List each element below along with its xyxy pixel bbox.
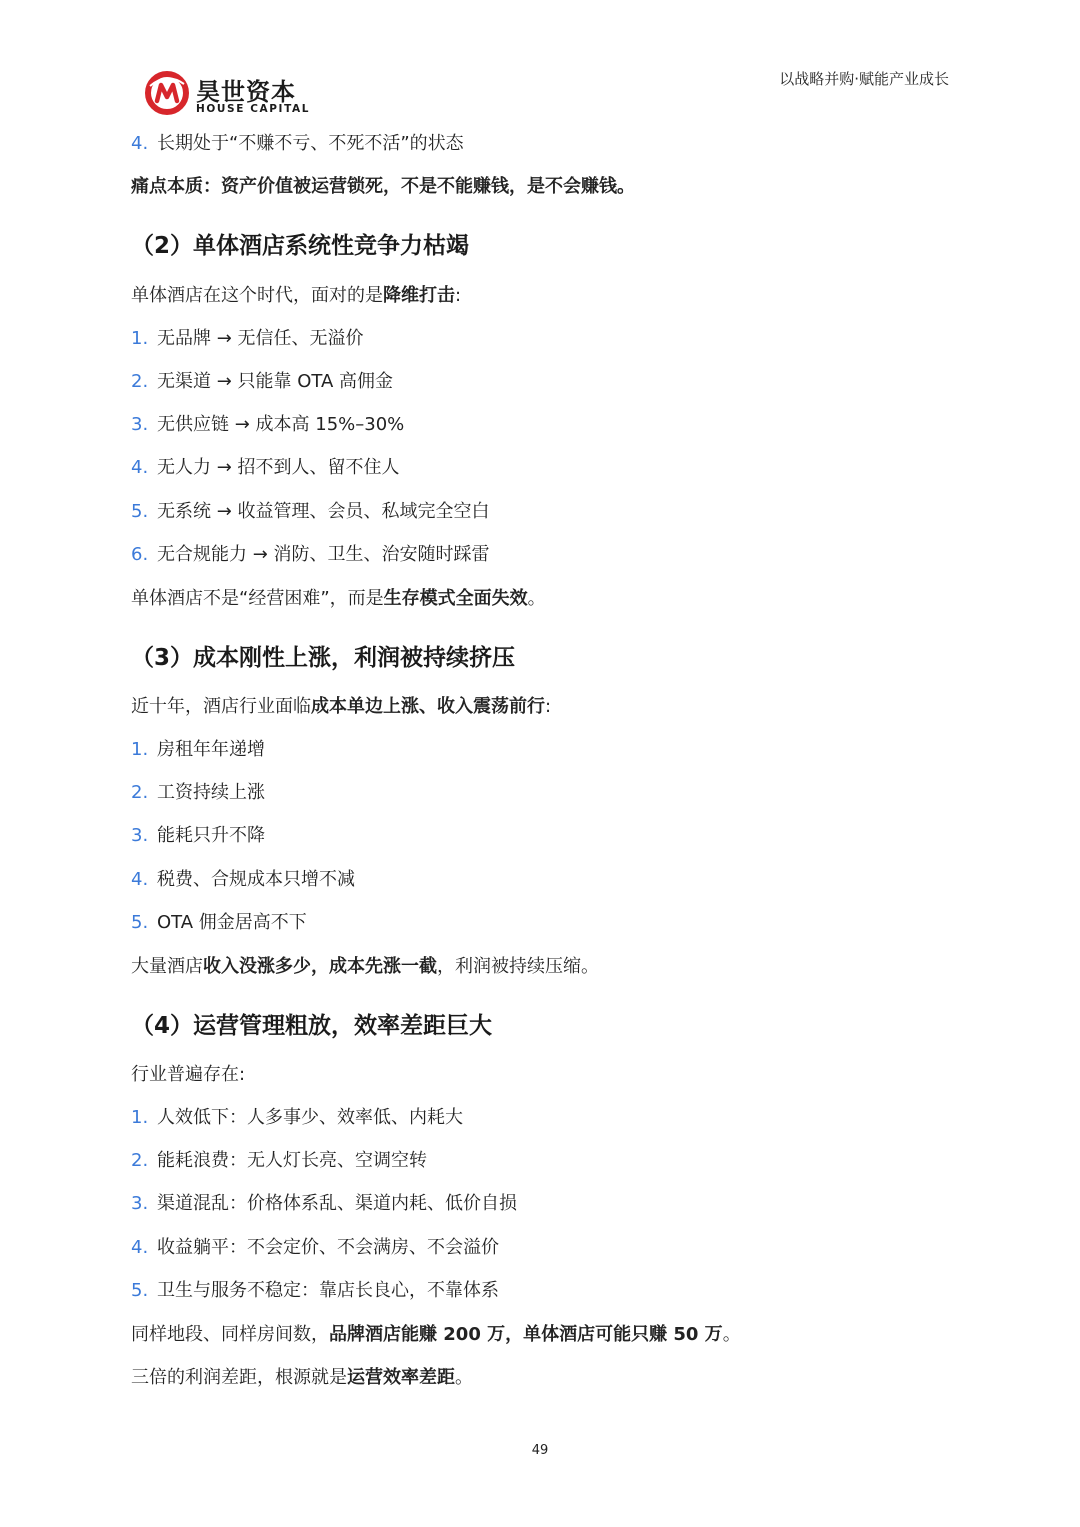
- list-number: 2.: [131, 1150, 149, 1171]
- section-heading-3: （3）成本刚性上涨，利润被持续挤压: [131, 645, 516, 671]
- list-text: 税费、合规成本只增不减: [157, 869, 355, 890]
- list-item: [131, 1148, 427, 1174]
- list-number: 3.: [131, 825, 149, 846]
- list-number: 3.: [131, 1193, 149, 1214]
- list-text: 无合规能力 → 消防、卫生、治安随时踩雷: [157, 544, 490, 565]
- header-slogan: 以战略并购·赋能产业成长: [779, 70, 949, 88]
- summary-text: 单体酒店不是“经营困难”，而是: [131, 588, 384, 609]
- list-number: 6.: [131, 544, 149, 565]
- section-2-summary: [131, 586, 546, 612]
- list-number: 1.: [131, 1107, 149, 1128]
- list-text: 无品牌 → 无信任、无溢价: [157, 328, 364, 349]
- list-item: [131, 369, 393, 395]
- list-number: 2.: [131, 371, 149, 392]
- logo-english-name: HOUSE CAPITAL: [196, 103, 311, 115]
- list-text: 无渠道 → 只能靠 OTA 高佣金: [157, 371, 394, 392]
- list-item: [131, 1105, 463, 1131]
- logo-chinese-name: 昊世资本: [196, 78, 296, 106]
- section-3-lead: [131, 694, 551, 720]
- final-conclusion: [131, 1365, 473, 1391]
- summary-text: 大量酒店: [131, 956, 203, 977]
- summary-emphasis: 收入没涨多少，成本先涨一截: [203, 956, 437, 977]
- conclusion-text: 三倍的利润差距，根源就是: [131, 1367, 347, 1388]
- section-heading-2: （2）单体酒店系统性竞争力枯竭: [131, 233, 470, 259]
- list-item: [131, 455, 400, 481]
- list-item: [131, 412, 404, 438]
- list-number: 5.: [131, 912, 149, 933]
- list-item: [131, 737, 265, 763]
- list-text: 渠道混乱：价格体系乱、渠道内耗、低价自损: [157, 1193, 517, 1214]
- list-item: [131, 326, 364, 352]
- list-item: [131, 499, 490, 525]
- conclusion-punct: 。: [455, 1367, 473, 1388]
- lead-emphasis: 降维打击: [383, 285, 455, 306]
- page-number: 49: [531, 1443, 549, 1458]
- list-item: [131, 1235, 499, 1261]
- list-text: 卫生与服务不稳定：靠店长良心，不靠体系: [157, 1280, 499, 1301]
- list-number: 4.: [131, 869, 149, 890]
- section-2-lead: [131, 283, 461, 309]
- list-number: 2.: [131, 782, 149, 803]
- comparison-punct: 。: [722, 1324, 741, 1345]
- list-number: 4.: [131, 133, 149, 154]
- list-text: 人效低下：人多事少、效率低、内耗大: [157, 1107, 463, 1128]
- section-3-summary: [131, 954, 599, 980]
- lead-text: 近十年，酒店行业面临: [131, 696, 311, 717]
- logo-mark-icon: [144, 70, 190, 116]
- list-number: 4.: [131, 1237, 149, 1258]
- company-logo: [144, 70, 314, 122]
- list-text: 能耗只升不降: [157, 825, 265, 846]
- list-text: 房租年年递增: [157, 739, 265, 760]
- profit-comparison: [131, 1322, 741, 1348]
- lead-punct: :: [455, 285, 462, 306]
- lead-punct: :: [545, 696, 552, 717]
- list-item: [131, 1278, 499, 1304]
- conclusion-emphasis: 运营效率差距: [347, 1367, 455, 1388]
- lead-emphasis: 成本单边上涨、收入震荡前行: [311, 696, 545, 717]
- list-text: 无供应链 → 成本高 15%–30%: [157, 414, 405, 435]
- list-item: [131, 867, 355, 893]
- list-item: [131, 910, 307, 936]
- section-heading-4: （4）运营管理粗放，效率差距巨大: [131, 1013, 493, 1039]
- list-number: 4.: [131, 457, 149, 478]
- summary-emphasis: 生存模式全面失效: [383, 588, 528, 609]
- list-item: [131, 131, 464, 157]
- list-item: [131, 823, 265, 849]
- list-number: 5.: [131, 1280, 149, 1301]
- list-number: 5.: [131, 501, 149, 522]
- list-text: 无系统 → 收益管理、会员、私域完全空白: [157, 501, 490, 522]
- list-text: 无人力 → 招不到人、留不住人: [157, 457, 400, 478]
- comparison-emphasis: 品牌酒店能赚 200 万，单体酒店可能只赚 50 万: [329, 1324, 723, 1345]
- comparison-text: 同样地段、同样房间数，: [131, 1324, 329, 1345]
- section-4-lead: 行业普遍存在:: [131, 1064, 246, 1085]
- list-number: 3.: [131, 414, 149, 435]
- list-text: 能耗浪费：无人灯长亮、空调空转: [157, 1150, 427, 1171]
- list-item: [131, 780, 265, 806]
- list-number: 1.: [131, 328, 149, 349]
- list-number: 1.: [131, 739, 149, 760]
- lead-text: 单体酒店在这个时代，面对的是: [131, 285, 383, 306]
- list-item: [131, 542, 490, 568]
- list-text: 长期处于“不赚不亏、不死不活”的状态: [157, 133, 464, 154]
- list-text: 收益躺平：不会定价、不会满房、不会溢价: [157, 1237, 499, 1258]
- summary-punct: 。: [527, 588, 546, 609]
- list-text: OTA 佣金居高不下: [157, 912, 307, 933]
- summary-text-end: ，利润被持续压缩。: [437, 956, 599, 977]
- pain-point-statement: 痛点本质：资产价值被运营锁死，不是不能赚钱，是不会赚钱。: [131, 176, 635, 197]
- list-text: 工资持续上涨: [157, 782, 265, 803]
- list-item: [131, 1191, 517, 1217]
